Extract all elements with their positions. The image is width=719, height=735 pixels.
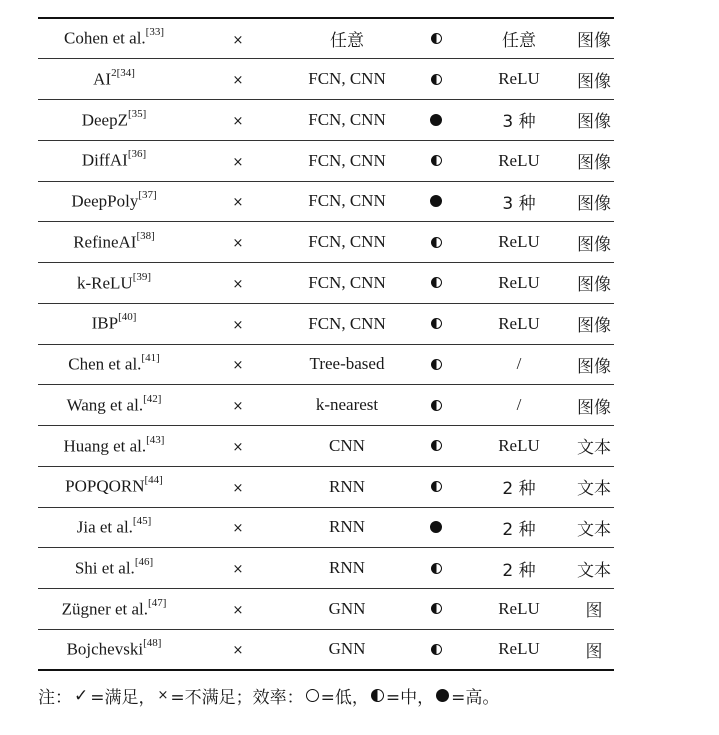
cross-mark-icon: × bbox=[232, 317, 244, 333]
architecture-cell: FCN, CNN bbox=[286, 303, 408, 344]
activation-cell: 2 种 bbox=[464, 548, 574, 589]
architecture-cell: GNN bbox=[286, 629, 408, 670]
full-circle-icon bbox=[430, 195, 442, 207]
note-low-text: =低， bbox=[320, 688, 369, 708]
domain-cell: 图 bbox=[574, 629, 614, 670]
half-circle-icon bbox=[431, 33, 442, 44]
cross-mark-icon: × bbox=[232, 562, 244, 578]
architecture-cell: FCN, CNN bbox=[286, 222, 408, 263]
architecture-cell: k-nearest bbox=[286, 385, 408, 426]
domain-cell: 图像 bbox=[574, 140, 614, 181]
cross-mark-icon: × bbox=[232, 113, 244, 129]
method-name: DiffAI bbox=[81, 150, 128, 170]
criterion-cell bbox=[190, 303, 286, 344]
method-reference: 2[34] bbox=[111, 66, 135, 79]
note-check-text: =满足， bbox=[90, 688, 156, 708]
activation-cell: ReLU bbox=[464, 59, 574, 100]
method-cell bbox=[38, 629, 190, 670]
method-reference: [41] bbox=[141, 352, 160, 365]
note-high-text: =高。 bbox=[451, 688, 500, 708]
efficiency-cell bbox=[408, 344, 464, 385]
method-reference: [42] bbox=[143, 392, 162, 405]
table-body bbox=[38, 18, 614, 670]
criterion-cell bbox=[190, 426, 286, 467]
efficiency-cell bbox=[408, 222, 464, 263]
method-reference: [40] bbox=[118, 311, 137, 324]
criterion-cell bbox=[190, 181, 286, 222]
efficiency-cell bbox=[408, 140, 464, 181]
cross-mark-icon: × bbox=[232, 643, 244, 659]
method-cell bbox=[38, 548, 190, 589]
criterion-cell bbox=[190, 100, 286, 141]
efficiency-cell bbox=[408, 629, 464, 670]
efficiency-cell bbox=[408, 507, 464, 548]
criterion-cell bbox=[190, 344, 286, 385]
table-row bbox=[38, 222, 614, 263]
method-cell bbox=[38, 181, 190, 222]
activation-cell: 3 种 bbox=[464, 100, 574, 141]
architecture-cell: CNN bbox=[286, 426, 408, 467]
table-row bbox=[38, 18, 614, 59]
half-circle-icon bbox=[431, 155, 442, 166]
efficiency-cell bbox=[408, 303, 464, 344]
half-circle-icon bbox=[431, 277, 442, 288]
method-cell bbox=[38, 385, 190, 426]
method-name: Bojchevski bbox=[66, 639, 144, 659]
method-reference: [47] bbox=[148, 596, 167, 609]
method-name: Cohen et al. bbox=[64, 28, 146, 48]
criterion-cell bbox=[190, 263, 286, 304]
method-cell bbox=[38, 100, 190, 141]
half-circle-icon bbox=[431, 400, 442, 411]
method-cell bbox=[38, 426, 190, 467]
method-reference: [37] bbox=[138, 189, 157, 202]
architecture-cell: FCN, CNN bbox=[286, 140, 408, 181]
note-prefix: 注： bbox=[38, 688, 72, 708]
method-reference: [36] bbox=[127, 148, 147, 161]
table-row bbox=[38, 140, 614, 181]
architecture-cell: RNN bbox=[286, 507, 408, 548]
domain-cell: 图像 bbox=[574, 263, 614, 304]
activation-cell: 2 种 bbox=[464, 507, 574, 548]
criterion-cell bbox=[190, 140, 286, 181]
half-circle-icon bbox=[431, 644, 442, 655]
domain-cell: 图 bbox=[574, 589, 614, 630]
architecture-cell: FCN, CNN bbox=[286, 181, 408, 222]
cross-mark-icon: × bbox=[232, 154, 244, 170]
table-note bbox=[38, 683, 499, 708]
activation-cell: ReLU bbox=[464, 140, 574, 181]
method-reference: [46] bbox=[134, 555, 154, 568]
method-cell bbox=[38, 140, 190, 181]
architecture-cell: FCN, CNN bbox=[286, 263, 408, 304]
activation-cell: ReLU bbox=[464, 303, 574, 344]
table-row bbox=[38, 181, 614, 222]
domain-cell: 文本 bbox=[574, 466, 614, 507]
architecture-cell: RNN bbox=[286, 548, 408, 589]
method-name: DeepZ bbox=[81, 110, 128, 130]
table-row bbox=[38, 100, 614, 141]
full-circle-icon bbox=[430, 521, 442, 533]
efficiency-cell bbox=[408, 18, 464, 59]
domain-cell: 图像 bbox=[574, 385, 614, 426]
efficiency-cell bbox=[408, 59, 464, 100]
full-circle-icon bbox=[430, 114, 442, 126]
half-circle-icon bbox=[431, 237, 442, 248]
architecture-cell: RNN bbox=[286, 466, 408, 507]
cross-mark-icon: × bbox=[157, 688, 169, 703]
efficiency-cell bbox=[408, 466, 464, 507]
table-row bbox=[38, 426, 614, 467]
activation-cell: 3 种 bbox=[464, 181, 574, 222]
activation-cell: ReLU bbox=[464, 263, 574, 304]
method-cell bbox=[38, 466, 190, 507]
activation-cell: ReLU bbox=[464, 629, 574, 670]
domain-cell: 图像 bbox=[574, 181, 614, 222]
cross-mark-icon: × bbox=[232, 195, 244, 211]
method-cell bbox=[38, 263, 190, 304]
check-mark-icon: ✓ bbox=[74, 685, 89, 706]
note-cross-text: =不满足；效率： bbox=[170, 688, 304, 708]
activation-cell: / bbox=[464, 344, 574, 385]
cross-mark-icon: × bbox=[232, 32, 244, 48]
domain-cell: 图像 bbox=[574, 100, 614, 141]
method-name: IBP bbox=[91, 313, 119, 333]
criterion-cell bbox=[190, 385, 286, 426]
half-circle-icon bbox=[431, 74, 442, 85]
efficiency-cell bbox=[408, 100, 464, 141]
method-name: Jia et al. bbox=[76, 517, 133, 537]
half-circle-icon bbox=[431, 440, 442, 451]
table-row bbox=[38, 466, 614, 507]
cross-mark-icon: × bbox=[232, 236, 244, 252]
method-cell bbox=[38, 589, 190, 630]
activation-cell: 任意 bbox=[464, 18, 574, 59]
efficiency-cell bbox=[408, 426, 464, 467]
table-row bbox=[38, 59, 614, 100]
method-name: k-ReLU bbox=[76, 273, 133, 293]
domain-cell: 图像 bbox=[574, 18, 614, 59]
half-circle-icon bbox=[431, 481, 442, 492]
domain-cell: 图像 bbox=[574, 344, 614, 385]
method-name: Wang et al. bbox=[66, 395, 144, 415]
cross-mark-icon: × bbox=[232, 439, 244, 455]
architecture-cell: FCN, CNN bbox=[286, 59, 408, 100]
method-name: Chen et al. bbox=[68, 354, 142, 374]
method-name: Zügner et al. bbox=[61, 599, 149, 619]
method-reference: [33] bbox=[145, 26, 164, 39]
efficiency-cell bbox=[408, 385, 464, 426]
domain-cell: 文本 bbox=[574, 426, 614, 467]
method-name: Huang et al. bbox=[63, 436, 147, 456]
method-name: AI bbox=[93, 69, 112, 89]
method-reference: [48] bbox=[143, 637, 162, 650]
efficiency-cell bbox=[408, 181, 464, 222]
empty-circle-icon bbox=[306, 689, 319, 702]
table-row bbox=[38, 303, 614, 344]
method-cell bbox=[38, 303, 190, 344]
efficiency-cell bbox=[408, 589, 464, 630]
criterion-cell bbox=[190, 548, 286, 589]
criterion-cell bbox=[190, 589, 286, 630]
method-reference: [38] bbox=[136, 229, 155, 242]
method-name: Shi et al. bbox=[74, 558, 135, 578]
criterion-cell bbox=[190, 18, 286, 59]
half-circle-icon bbox=[371, 689, 384, 702]
half-circle-icon bbox=[431, 603, 442, 614]
criterion-cell bbox=[190, 629, 286, 670]
architecture-cell: Tree-based bbox=[286, 344, 408, 385]
domain-cell: 图像 bbox=[574, 222, 614, 263]
cross-mark-icon: × bbox=[232, 602, 244, 618]
method-name: RefineAI bbox=[73, 232, 137, 252]
half-circle-icon bbox=[431, 359, 442, 370]
table-row bbox=[38, 589, 614, 630]
activation-cell: / bbox=[464, 385, 574, 426]
method-cell bbox=[38, 344, 190, 385]
half-circle-icon bbox=[431, 563, 442, 574]
note-mid-text: =中， bbox=[385, 688, 435, 708]
table-row bbox=[38, 507, 614, 548]
cross-mark-icon: × bbox=[232, 358, 244, 374]
cross-mark-icon: × bbox=[232, 73, 244, 89]
cross-mark-icon: × bbox=[232, 276, 244, 292]
table-row bbox=[38, 629, 614, 670]
efficiency-cell bbox=[408, 263, 464, 304]
criterion-cell bbox=[190, 222, 286, 263]
activation-cell: 2 种 bbox=[464, 466, 574, 507]
domain-cell: 文本 bbox=[574, 507, 614, 548]
table-row bbox=[38, 385, 614, 426]
comparison-table bbox=[38, 17, 614, 671]
method-name: POPQORN bbox=[65, 476, 145, 496]
half-circle-icon bbox=[431, 318, 442, 329]
criterion-cell bbox=[190, 59, 286, 100]
table-row bbox=[38, 263, 614, 304]
cross-mark-icon: × bbox=[232, 521, 244, 537]
method-reference: [35] bbox=[127, 107, 147, 120]
architecture-cell: FCN, CNN bbox=[286, 100, 408, 141]
table-row bbox=[38, 548, 614, 589]
comparison-table-container bbox=[38, 17, 614, 671]
method-cell bbox=[38, 222, 190, 263]
criterion-cell bbox=[190, 507, 286, 548]
efficiency-cell bbox=[408, 548, 464, 589]
criterion-cell bbox=[190, 466, 286, 507]
method-reference: [39] bbox=[132, 270, 152, 283]
method-reference: [44] bbox=[144, 474, 163, 487]
architecture-cell: 任意 bbox=[286, 18, 408, 59]
method-reference: [43] bbox=[146, 433, 165, 446]
method-name: DeepPoly bbox=[71, 191, 139, 211]
method-cell bbox=[38, 18, 190, 59]
domain-cell: 图像 bbox=[574, 59, 614, 100]
activation-cell: ReLU bbox=[464, 426, 574, 467]
full-circle-icon bbox=[436, 689, 449, 702]
method-cell bbox=[38, 507, 190, 548]
domain-cell: 文本 bbox=[574, 548, 614, 589]
architecture-cell: GNN bbox=[286, 589, 408, 630]
cross-mark-icon: × bbox=[232, 480, 244, 496]
method-cell bbox=[38, 59, 190, 100]
method-reference: [45] bbox=[132, 515, 152, 528]
activation-cell: ReLU bbox=[464, 589, 574, 630]
table-row bbox=[38, 344, 614, 385]
domain-cell: 图像 bbox=[574, 303, 614, 344]
activation-cell: ReLU bbox=[464, 222, 574, 263]
cross-mark-icon: × bbox=[232, 399, 244, 415]
